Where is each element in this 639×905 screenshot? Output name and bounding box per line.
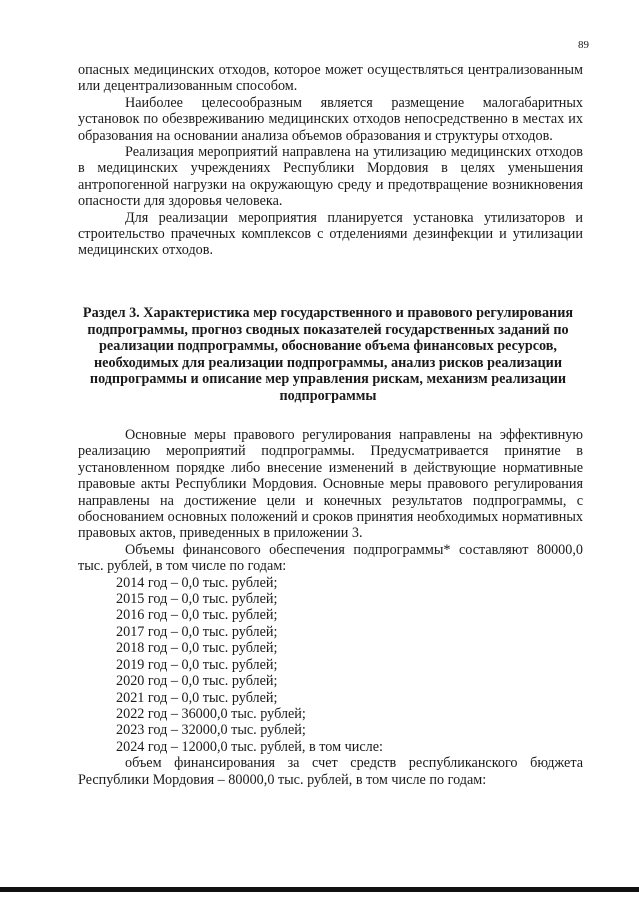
paragraph: Для реализации мероприятия планируется установка утилизаторов и строительство прачечных комплексов с отделениями дезинфекции и утилизации медицинских отходов. (78, 209, 583, 259)
section-body (78, 427, 583, 788)
paragraph: Наиболее целесообразным является размещение малогабаритных установок по обезвреживанию медицинских отходов непосредственно в местах их образования на основании анализа объемов образования и структуры отходов. (78, 94, 583, 144)
funding-year-item: 2019 год – 0,0 тыс. рублей; (116, 656, 278, 673)
paragraph: Реализация мероприятий направлена на утилизацию медицинских отходов в медицинских учреждениях Республики Мордовия в целях уменьшения антропогенной нагрузки на окружающую среду и предотвращение возникновения опасности для здоровья человека. (78, 144, 583, 210)
funding-year-item: 2014 год – 0,0 тыс. рублей; (116, 574, 278, 591)
funding-year-item: 2021 год – 0,0 тыс. рублей; (116, 689, 278, 706)
funding-year-item: 2023 год – 32000,0 тыс. рублей; (116, 722, 306, 739)
funding-year-item: 2017 год – 0,0 тыс. рублей; (116, 623, 278, 640)
funding-year-item: 2018 год – 0,0 тыс. рублей; (116, 640, 278, 657)
funding-year-list (78, 575, 583, 755)
bottom-border (0, 887, 639, 892)
paragraph: опасных медицинских отходов, которое может осуществляться централизованным или децентрализованным способом. (78, 62, 583, 95)
funding-year-item: 2016 год – 0,0 тыс. рублей; (116, 607, 278, 624)
funding-year-item: 2024 год – 12000,0 тыс. рублей, в том числе: (116, 738, 383, 755)
paragraph: Основные меры правового регулирования направлены на эффективную реализацию мероприятий подпрограммы. Предусматривается принятие в установленном порядке либо внесение изменений в действующие нормативные правовые акты Республики Мордовия. Основные меры правового регулирования направлены на достижение цели и конечных результатов подпрограммы, с обоснованием основных положений и сроков принятия необходимых нормативных правовых актов, приведенных в приложении 3. (78, 427, 583, 542)
section-heading: Раздел 3. Характеристика мер государственного и правового регулирования подпрограммы, прогноз сводных показателей государственных заданий по реализации подпрограммы, обоснование объема финансовых ресурсов, необходимых для реализации подпрограммы, анализ рисков реализации подпрограммы и описание мер управления рискам, механизм реализации подпрограммы (82, 305, 574, 404)
intro-text (78, 62, 583, 259)
paragraph: Объемы финансового обеспечения подпрограммы* составляют 80000,0 тыс. рублей, в том числе по годам: (78, 541, 583, 575)
funding-year-item: 2015 год – 0,0 тыс. рублей; (116, 591, 278, 608)
funding-year-item: 2022 год – 36000,0 тыс. рублей; (116, 705, 306, 722)
page-number: 89 (578, 39, 589, 51)
funding-year-item: 2020 год – 0,0 тыс. рублей; (116, 673, 278, 690)
paragraph: объем финансирования за счет средств республиканского бюджета Республики Мордовия – 80000,0 тыс. рублей, в том числе по годам: (78, 755, 583, 788)
